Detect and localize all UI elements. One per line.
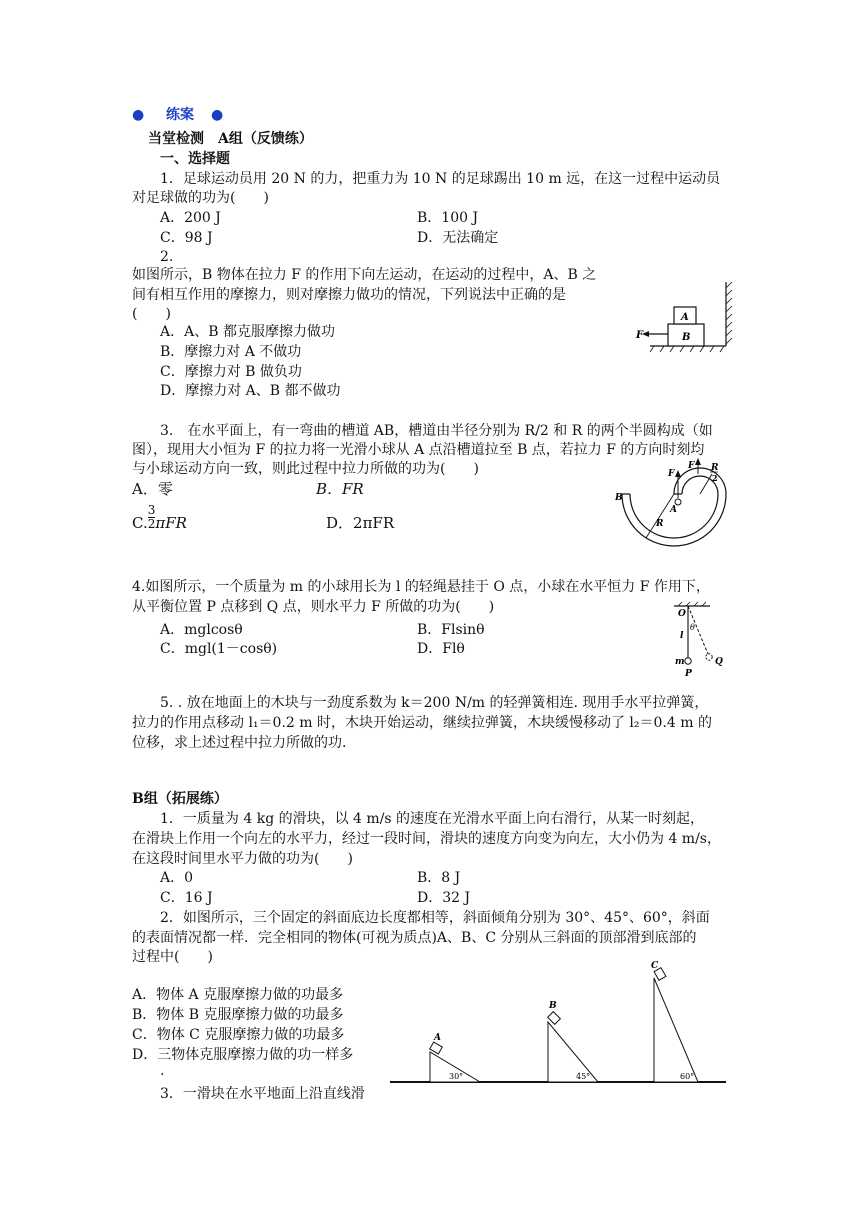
header-title: 练案 <box>166 107 194 123</box>
qa1-option-a: A．200 J <box>160 210 221 226</box>
angle-30-label: 30° <box>449 1072 464 1081</box>
ball-p <box>685 658 691 664</box>
qb1-option-d: D．32 J <box>417 890 471 906</box>
group-b-title: B组（拓展练） <box>132 791 228 807</box>
qa3-line1: 3. 在水平面上，有一弯曲的槽道 AB，槽道由半径分别为 R/2 和 R 的两个半圆构成（如 <box>160 423 713 439</box>
qa1-option-b: B．100 J <box>417 210 479 226</box>
qa2-number: 2. <box>160 249 174 265</box>
qb1-option-a: A．0 <box>160 870 194 886</box>
qb2-line2: 的表面情况都一样．完全相同的物体(可视为质点)A、B、C 分别从三斜面的顶部滑到底部的 <box>132 930 697 946</box>
qa3-line3: 与小球运动方向一致，则此过程中拉力所做的功为( ) <box>132 461 479 477</box>
qb1-option-b: B．8 J <box>417 870 461 886</box>
qb2-option-d: D．三物体克服摩擦力做的功一样多 <box>132 1047 354 1063</box>
force-label-a: F <box>668 469 675 479</box>
qa4-option-c: C．mgl(1－cosθ) <box>160 641 278 657</box>
angle-45-label: 45° <box>576 1072 591 1081</box>
angle-60-label: 60° <box>680 1072 695 1081</box>
qb1-line2: 在滑块上作用一个向左的水平力，经过一段时间，滑块的速度方向变为向左，大小仍为 4 m/s， <box>132 831 721 847</box>
qa5-line1: 5. . 放在地面上的木块与一劲度系数为 k＝200 N/m 的轻弹簧相连. 现用手水平拉弹簧， <box>160 695 709 711</box>
bullet-right: ● <box>211 107 224 123</box>
qb3-line1: 3．一滑块在水平地面上沿直线滑 <box>160 1086 365 1102</box>
qa2-line2: 间有相互作用的摩擦力，则对摩擦力做功的情况，下列说法中正确的是 <box>132 287 566 303</box>
qa4-option-a: A．mglcosθ <box>160 622 243 638</box>
qa2-option-c: C．摩擦力对 B 做负功 <box>160 364 302 380</box>
label-r: R <box>656 519 664 529</box>
qa2-line1: 如图所示，B 物体在拉力 F 的作用下向左运动，在运动的过程中，A、B 之 <box>132 267 597 283</box>
qa1-option-c: C．98 J <box>160 230 213 246</box>
qa4-line1: 4.如图所示，一个质量为 m 的小球用长为 l 的轻绳悬挂于 O 点，小球在水平恒力 F 作用下， <box>132 579 710 595</box>
label-r-half-den: 2 <box>712 473 718 483</box>
block-a <box>430 1042 443 1054</box>
block-b <box>548 1012 561 1025</box>
incline-c-label: C <box>651 961 659 971</box>
incline-a-label: A <box>434 1033 441 1043</box>
incline-60 <box>654 978 698 1082</box>
force-arrow-a <box>675 470 681 477</box>
qa3-line2: 图），现用大小恒为 F 的拉力将一光滑小球从 A 点沿槽道拉至 B 点，若拉力 F 的方向时刻均 <box>132 442 705 458</box>
qb2-option-a: A．物体 A 克服摩擦力做的功最多 <box>132 987 344 1003</box>
qa3-option-d: D．2πFR <box>326 514 395 532</box>
qa2-line3: ( ) <box>132 306 171 322</box>
label-r-half-num: R <box>711 463 719 473</box>
qb1-option-c: C．16 J <box>160 890 213 906</box>
qa5-line3: 位移，求上述过程中拉力所做的功. <box>132 735 347 751</box>
label-m: m <box>675 657 685 667</box>
qb1-line1: 1．一质量为 4 kg 的滑块，以 4 m/s 的速度在光滑水平面上向右滑行，从某一时刻起， <box>160 811 705 827</box>
force-label-b: F <box>688 461 695 471</box>
block-a-label: A <box>681 312 689 323</box>
qa2-option-a: A．A、B 都克服摩擦力做功 <box>160 324 335 340</box>
incline-45 <box>548 1022 598 1082</box>
force-label: F <box>636 330 644 341</box>
label-l: l <box>680 631 684 641</box>
qa4-option-d: D．Flθ <box>417 641 465 657</box>
label-theta: θ <box>690 623 695 632</box>
qa3-option-c: C. $\frac{3}{2}$ πFR <box>132 502 187 532</box>
label-a: A <box>670 505 677 515</box>
qa4-line2: 从平衡位置 P 点移到 Q 点，则水平力 F 所做的功为( ) <box>132 599 495 615</box>
qa1-line2: 对足球做的功为( ) <box>132 190 269 206</box>
bullet-left: ● <box>132 107 145 123</box>
force-arrow-b <box>695 458 701 465</box>
blocks-figure <box>636 282 746 352</box>
radius-line <box>646 494 674 538</box>
qb1-line3: 在这段时间里水平力做的功为( ) <box>132 851 353 867</box>
qb2-option-b: B．物体 B 克服摩擦力做的功最多 <box>132 1007 344 1023</box>
qb2-line3: 过程中( ) <box>132 949 213 965</box>
incline-b-label: B <box>549 1001 557 1011</box>
qa5-line2: 拉力的作用点移动 l₁＝0.2 m 时，木块开始运动，继续拉弹簧，木块缓慢移动了 l₂＝0.4 m 的 <box>132 715 712 731</box>
label-b: B <box>615 493 623 503</box>
block-b-label: B <box>682 332 691 343</box>
qb2-dot: . <box>160 1063 165 1079</box>
group-a-title: 当堂检测 A组（反馈练） <box>148 131 313 147</box>
ball-q <box>706 654 712 660</box>
inclines-figure <box>390 958 730 1088</box>
qa2-option-b: B．摩擦力对 A 不做功 <box>160 344 302 360</box>
groove-figure <box>612 460 732 550</box>
label-q: Q <box>715 657 723 667</box>
qa1-line1: 1．足球运动员用 20 N 的力，把重力为 10 N 的足球踢出 10 m 远，在这一过程中运动员 <box>160 171 721 187</box>
qa3-option-b: B．FR <box>316 480 364 498</box>
qa4-option-b: B．Flsinθ <box>417 622 485 638</box>
pendulum-figure <box>660 602 730 682</box>
label-p: P <box>685 669 692 679</box>
section-heading: 一、选择题 <box>160 151 230 167</box>
qb2-option-c: C．物体 C 克服摩擦力做的功最多 <box>132 1027 345 1043</box>
qa3-option-a: A．零 <box>132 480 173 498</box>
qb2-line1: 2．如图所示，三个固定的斜面底边长度都相等，斜面倾角分别为 30°、45°、60°，斜面 <box>160 910 710 926</box>
label-o: O <box>678 609 686 619</box>
qa2-option-d: D．摩擦力对 A、B 都不做功 <box>160 383 341 399</box>
qa1-option-d: D．无法确定 <box>417 230 499 246</box>
